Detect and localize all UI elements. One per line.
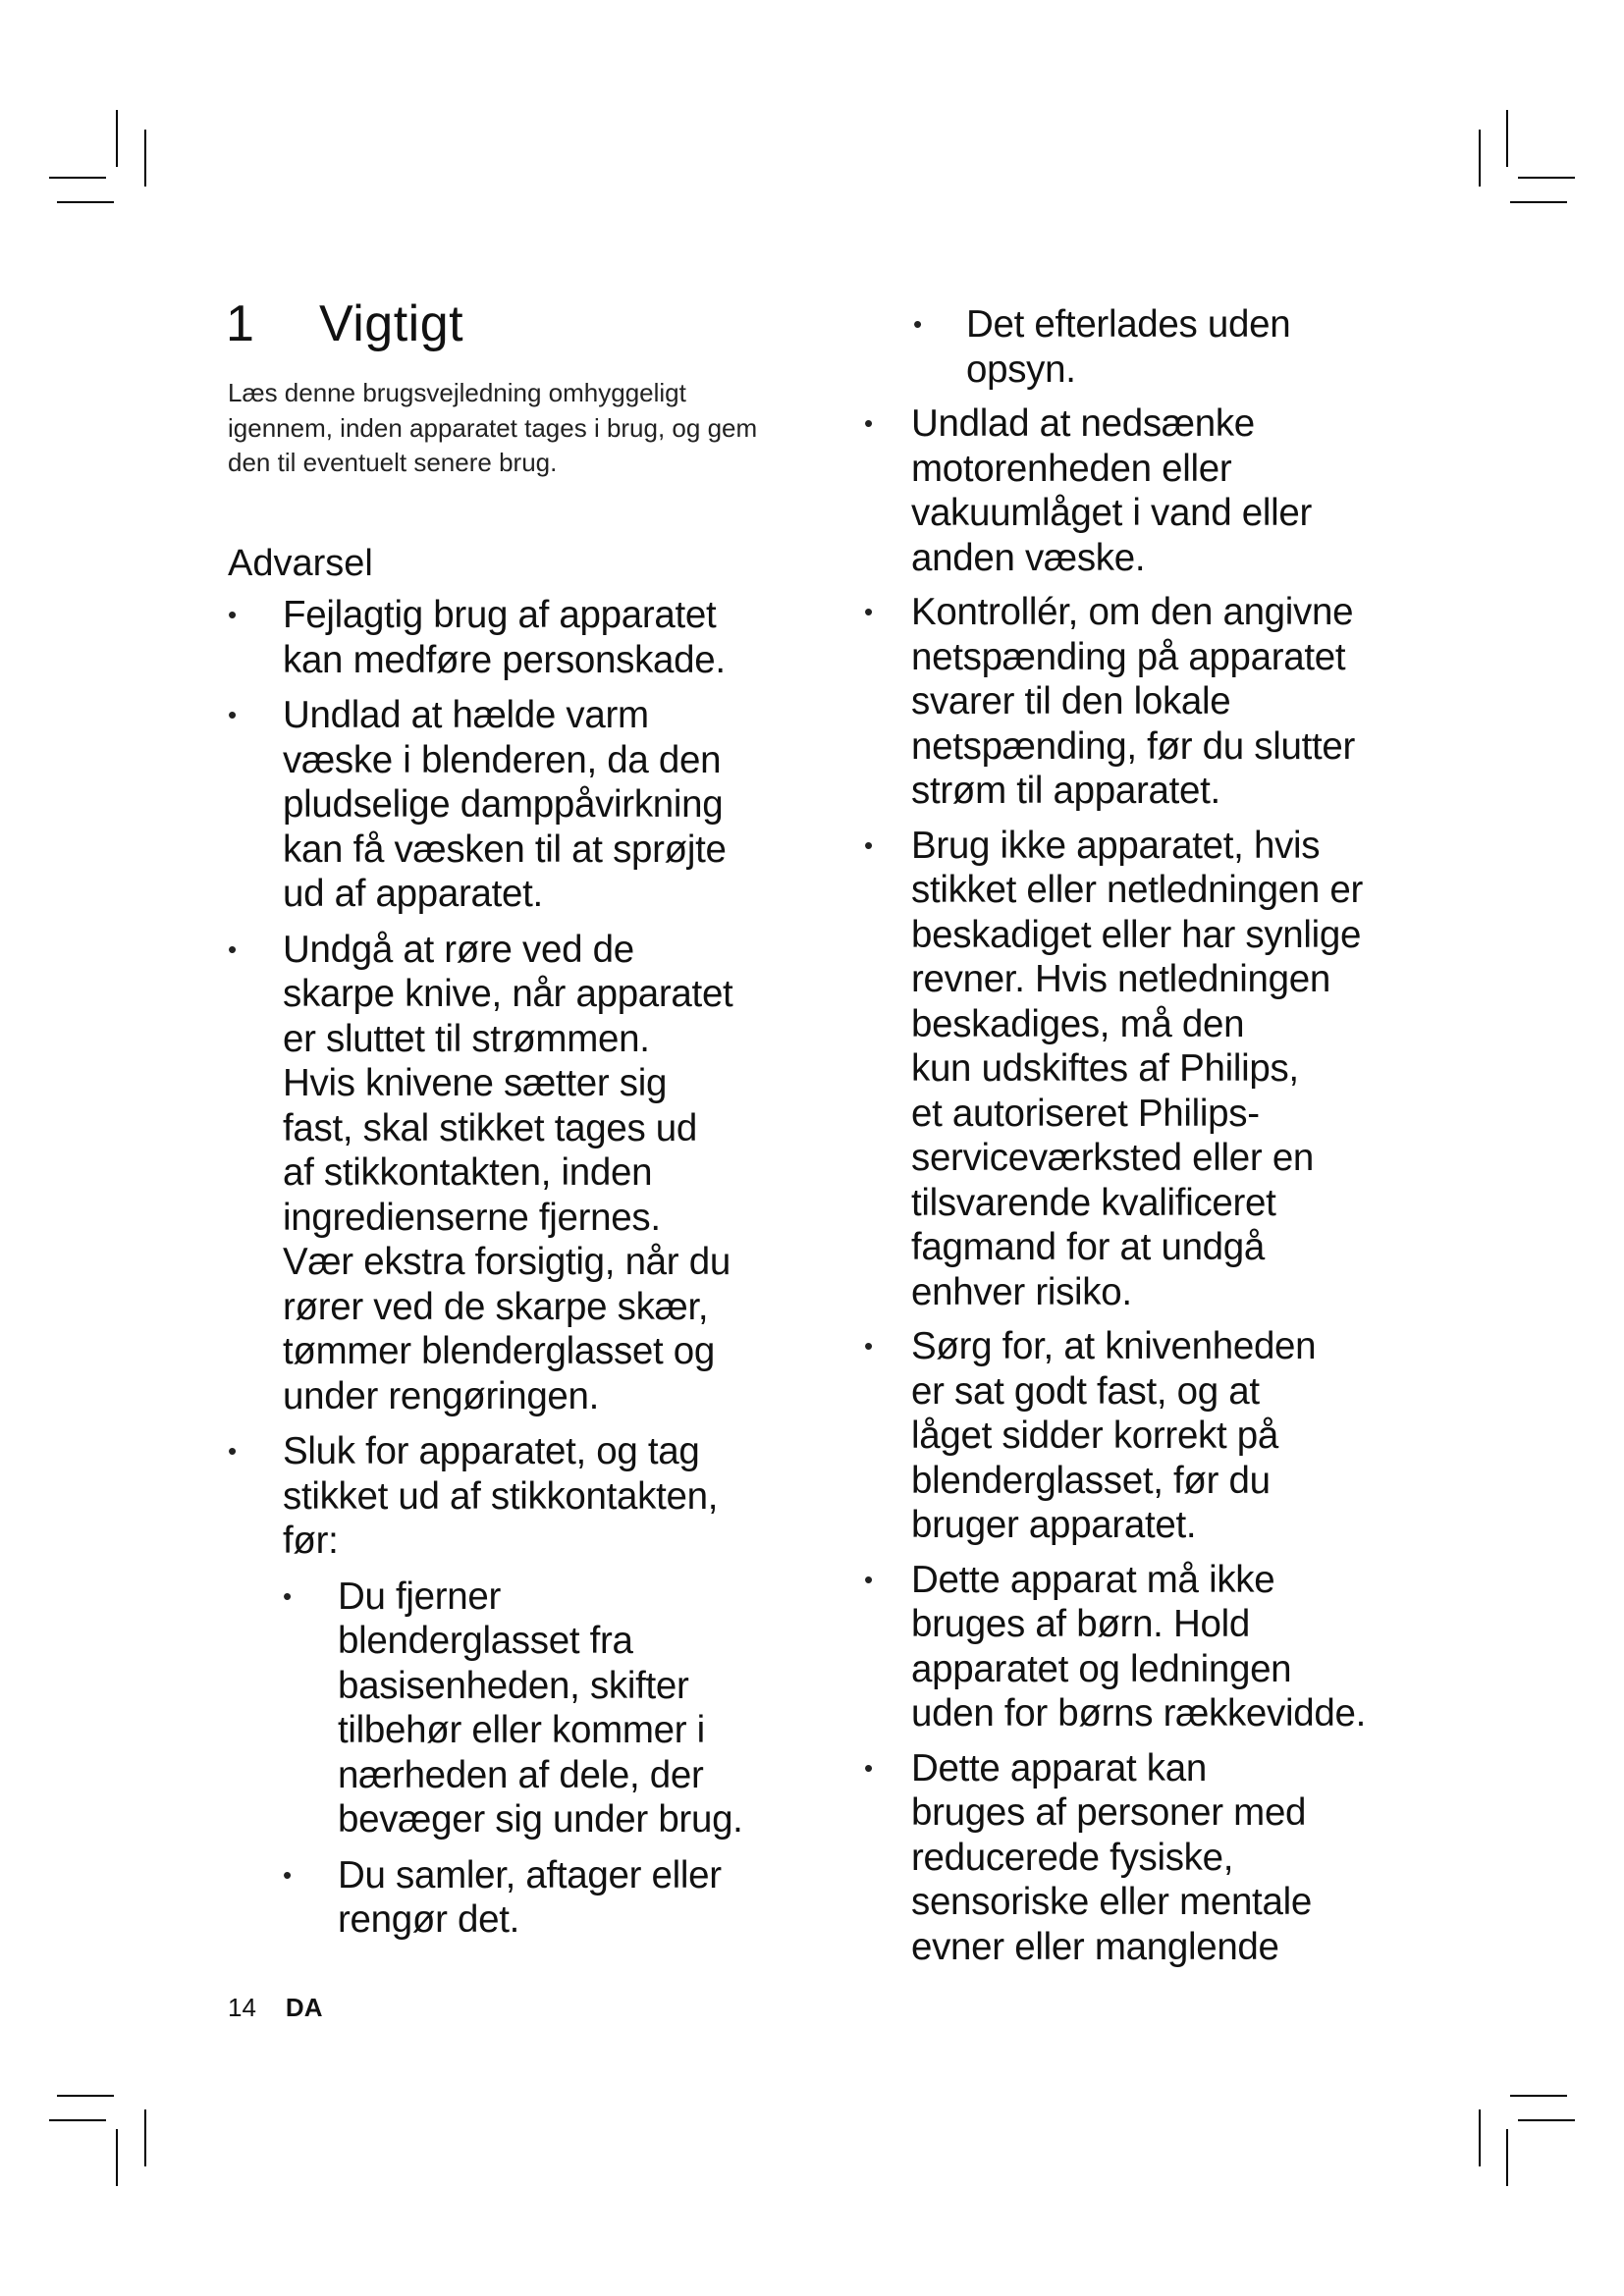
intro-paragraph: Læs denne brugsvejledning omhyggeligt igennem, inden apparatet tages i brug, og gem den til eventuelt senere brug.	[228, 378, 758, 477]
sub-bullet-list	[283, 1575, 787, 1943]
bullet-item: • Undlad at nedsænke motorenheden eller vakuumlåget i vand eller anden væske.	[856, 401, 1406, 580]
page-number: 14	[228, 1993, 256, 2022]
bullet-item: • Undlad at hælde varm væske i blenderen, da den pludselige damppåvirkning kan få væsken til at sprøjte ud af apparatet.	[228, 693, 787, 917]
chapter-title: Vigtigt	[319, 295, 464, 352]
left-column	[228, 593, 787, 1953]
bullet-item: • Dette apparat må ikke bruges af børn. Hold apparatet og ledningen uden for børns rækkevidde.	[856, 1558, 1406, 1736]
sub-bullet-item: • Du fjerner blenderglasset fra basisenheden, skifter tilbehør eller kommer i nærheden af dele, der bevæger sig under brug.	[283, 1575, 787, 1842]
bullet-item: • Fejlagtig brug af apparatet kan medføre personskade.	[228, 593, 787, 682]
bullet-item: • Sørg for, at knivenheden er sat godt fast, og at låget sidder korrekt på blenderglasset, før du bruger apparatet.	[856, 1324, 1406, 1548]
bullet-item: • Dette apparat kan bruges af personer med reducerede fysiske, sensoriske eller mentale evner eller manglende	[856, 1746, 1406, 1970]
warning-heading: Advarsel	[228, 543, 373, 584]
language-code: DA	[285, 1993, 323, 2022]
right-column	[856, 302, 1406, 1979]
chapter-heading	[226, 294, 463, 353]
bullet-item: • Sluk for apparatet, og tag stikket ud af stikkontakten, før: • Du fjerner blenderglasset fra basisenheden, skifter tilbehør eller kommer i nærheden af dele, der bevæger sig under brug. • Du samler, aftager eller rengør det.	[228, 1429, 787, 1943]
sub-bullet-item: • Du samler, aftager eller rengør det.	[283, 1853, 787, 1943]
chapter-number: 1	[226, 295, 255, 352]
bullet-item: • Brug ikke apparatet, hvis stikket eller netledningen er beskadiget eller har synlige revner. Hvis netledningen beskadiges, må den kun udskiftes af Philips, et autoriseret Philips- serviceværksted eller en tilsvarende kvalificeret fagmand for at undgå enhver risiko.	[856, 824, 1406, 1315]
sub-bullet-item-continued: • Det efterlades uden opsyn.	[856, 302, 1406, 392]
page-footer	[228, 1993, 322, 2023]
bullet-item: • Kontrollér, om den angivne netspænding på apparatet svarer til den lokale netspænding, før du slutter strøm til apparatet.	[856, 590, 1406, 814]
bullet-item: • Undgå at røre ved de skarpe knive, når apparatet er sluttet til strømmen. Hvis knivene sætter sig fast, skal stikket tages ud af stikkontakten, inden ingredienserne fjernes. Vær ekstra forsigtig, når du rører ved de skarpe skær, tømmer blenderglasset og under rengøringen.	[228, 928, 787, 1419]
